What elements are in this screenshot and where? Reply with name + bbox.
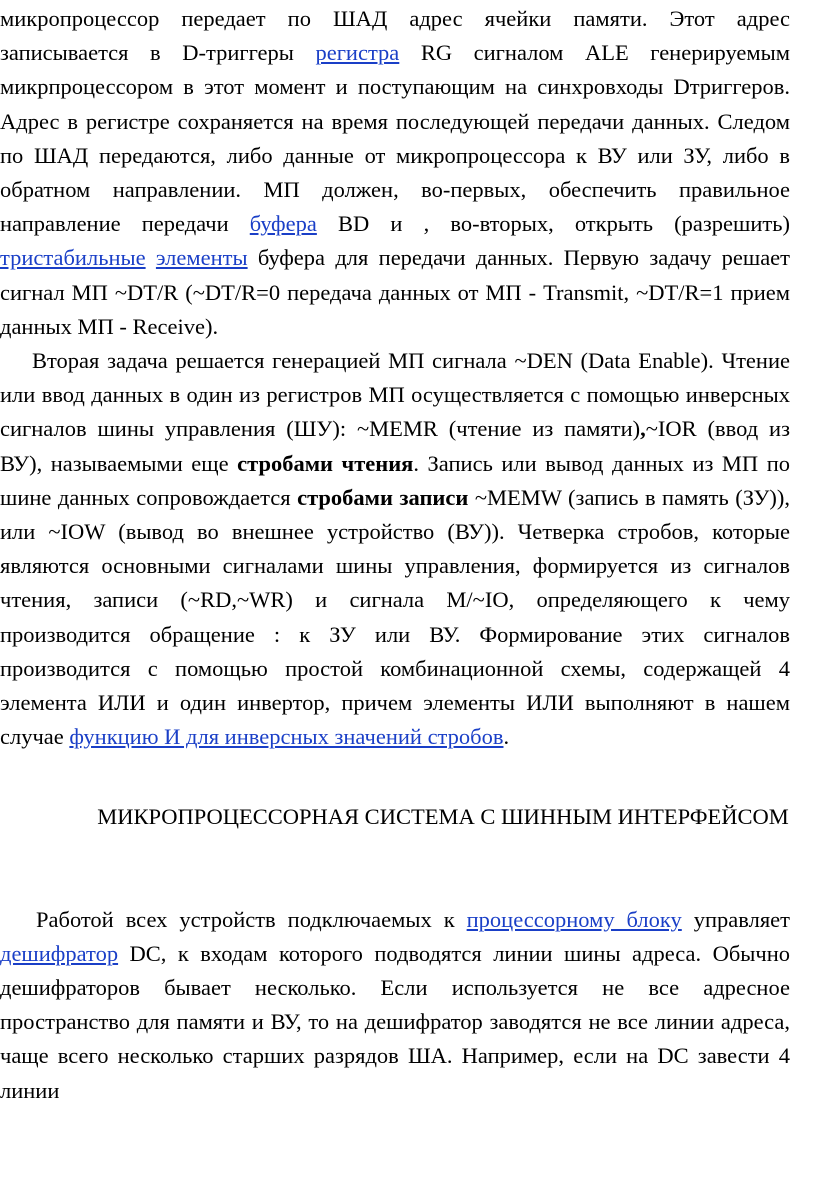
link-decoder[interactable]: дешифратор xyxy=(0,940,119,966)
paragraph-bus-address xyxy=(0,2,790,344)
text-run: ~IOR (ввод из ВУ), называемыми еще xyxy=(0,416,790,476)
bold-read-strobes: стробами чтения xyxy=(237,450,414,476)
text-run: ~MEMW (запись в память (ЗУ)), или ~IOW (вывод во внешнее устройство (ВУ)). Четверка стробов, которые являются основными сигналами шины управления, формируется из сигналов чтения, записи (~RD,~WR) и сигнала M/~IO, определяющего к чему производится обращение : к ЗУ или ВУ. Формирование этих сигналов производится с помощью простой комбинационной схемы, содержащей 4 элемента ИЛИ и один инвертор, причем элементы ИЛИ выполняют в нашем случае xyxy=(0,484,790,750)
text-run: Вторая задача решается генерацией МП сигнала ~DEN (Data Enable). Чтение или ввод данных в один из регистров МП осуществляется с помощью инверсных сигналов шины управления (ШУ): ~MEMR (чтение из памяти) xyxy=(0,348,790,442)
text-run: BD и , во-вторых, открыть (разрешить) xyxy=(316,211,790,237)
text-run xyxy=(146,245,156,270)
link-elements[interactable]: элементы xyxy=(155,245,248,271)
link-and-function[interactable]: функцию И для инверсных значений стробов xyxy=(69,724,504,750)
text-run: Работой всех устройств подключаемых к xyxy=(36,906,467,932)
text-run: . xyxy=(503,724,510,750)
text-run: . Запись или вывод данных из МП по шине данных сопровождается xyxy=(0,450,790,510)
text-run: буфера для передачи данных. Первую задачу решает сигнал МП ~DT/R (~DT/R=0 передача данных от МП - Transmit, ~DT/R=1 прием данных МП - Receive). xyxy=(0,245,790,339)
section-heading: МИКРОПРОЦЕССОРНАЯ СИСТЕМА С ШИННЫМ ИНТЕРФЕЙСОМ xyxy=(97,804,789,830)
bold-comma: , xyxy=(640,416,646,442)
paragraph-decoder xyxy=(0,903,790,1108)
paragraph-strobes xyxy=(0,344,790,754)
text-run: микропроцессор передает по ШАД адрес ячейки памяти. Этот адрес записывается в D-триггеры xyxy=(0,6,790,66)
spacer xyxy=(0,835,790,903)
link-buffer[interactable]: буфера xyxy=(249,211,317,237)
link-tristate[interactable]: тристабильные xyxy=(0,245,146,271)
text-run: RG сигналом ALE генерируемым микрпроцессором в этот момент и поступающим на синхровходы Dтриггеров. Адрес в регистре сохраняется на время последующей передачи данных. Следом по ШАД передаются, либо данные от микропроцессора к ВУ или ЗУ, либо в обратном направлении. МП должен, во-первых, обеспечить правильное направление передачи xyxy=(0,40,790,237)
text-run: DC, к входам которого подводятся линии шины адреса. Обычно дешифраторов бывает несколько. Если используется не все адресное пространство для памяти и ВУ, то на дешифратор заводятся не все линии адреса, чаще всего несколько старших разрядов ША. Например, если на DC завести 4 линии xyxy=(0,940,790,1103)
link-register[interactable]: регистра xyxy=(315,40,400,66)
link-cpu-block[interactable]: процессорному блоку xyxy=(466,906,682,932)
bold-write-strobes: стробами записи xyxy=(297,484,469,510)
text-run: управляет xyxy=(681,906,790,932)
